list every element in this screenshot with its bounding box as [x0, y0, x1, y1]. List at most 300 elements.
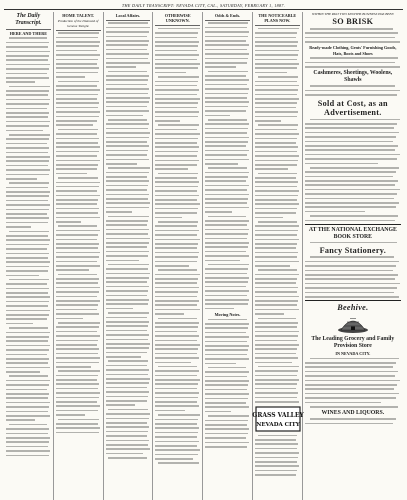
text-line	[106, 413, 150, 415]
text-line	[106, 40, 150, 42]
stamp-line-1: GRASS VALLEY	[252, 411, 304, 419]
text-line	[205, 185, 248, 187]
text-line	[155, 177, 197, 179]
text-line	[56, 313, 99, 315]
text-line	[56, 247, 98, 249]
text-line	[305, 94, 397, 96]
text-line	[255, 199, 297, 201]
text-line	[305, 145, 398, 147]
text-line	[6, 169, 50, 171]
text-line	[106, 154, 147, 156]
column-6	[253, 12, 303, 500]
text-line	[155, 322, 199, 324]
text-line	[205, 299, 249, 301]
text-line	[155, 230, 198, 232]
text-line	[255, 344, 299, 346]
text-line	[6, 283, 47, 285]
text-line	[255, 265, 290, 267]
text-line	[106, 106, 148, 108]
text-line	[205, 327, 248, 329]
text-line	[108, 409, 147, 411]
text-line	[56, 41, 100, 43]
text-line	[205, 255, 248, 257]
text-line	[6, 455, 49, 457]
text-line	[155, 142, 197, 144]
text-line	[6, 397, 48, 399]
text-line	[305, 62, 396, 64]
text-line	[155, 37, 197, 39]
text-line	[106, 400, 147, 402]
section-heading-moving-notes: Moving Notes.	[214, 312, 241, 318]
text-line	[305, 380, 400, 382]
text-line	[6, 195, 49, 197]
text-line	[9, 375, 48, 377]
text-line	[6, 314, 49, 316]
text-line	[106, 334, 149, 336]
text-line	[56, 203, 97, 205]
text-line	[56, 287, 100, 289]
text-line	[6, 160, 49, 162]
text-line	[6, 340, 48, 342]
text-line	[56, 182, 100, 184]
text-line	[255, 181, 298, 183]
text-line	[56, 160, 100, 162]
text-line	[255, 107, 296, 109]
text-line	[6, 411, 48, 413]
text-line	[155, 138, 198, 140]
text-line	[56, 353, 98, 355]
text-line	[158, 414, 200, 416]
text-line	[305, 366, 394, 368]
text-line	[255, 89, 298, 91]
text-line	[205, 145, 246, 147]
section-heading-odds-ends: Odds & Ends.	[214, 13, 241, 18]
text-line	[56, 85, 98, 87]
text-line	[56, 212, 98, 214]
text-line	[106, 49, 147, 51]
text-line	[255, 45, 297, 47]
text-line	[56, 414, 85, 416]
text-line	[305, 371, 398, 373]
text-line	[56, 190, 98, 192]
text-line	[255, 287, 298, 289]
text-line	[255, 133, 299, 135]
text-line	[205, 31, 249, 33]
text-line	[255, 353, 296, 355]
ad-text	[305, 57, 401, 67]
text-line	[205, 295, 247, 297]
text-line	[56, 392, 100, 394]
text-line	[255, 470, 298, 472]
text-line	[155, 357, 199, 359]
text-line	[155, 203, 199, 205]
text-line	[305, 171, 396, 173]
text-line	[106, 189, 147, 191]
text-line	[56, 269, 89, 271]
text-line	[205, 110, 246, 112]
text-line	[6, 288, 49, 290]
text-line	[205, 238, 247, 240]
text-line	[255, 225, 299, 227]
text-line	[6, 147, 49, 149]
text-line	[106, 137, 149, 139]
column-4	[153, 12, 203, 500]
text-line	[155, 186, 198, 188]
text-line	[205, 220, 248, 222]
text-line	[106, 339, 148, 341]
text-line	[56, 326, 99, 328]
text-line	[6, 441, 49, 443]
text-line	[106, 36, 148, 38]
text-line	[6, 226, 31, 228]
text-line	[108, 360, 148, 362]
text-line	[6, 310, 50, 312]
text-line	[255, 340, 297, 342]
text-line	[106, 238, 150, 240]
text-line	[155, 278, 198, 280]
text-line	[258, 28, 299, 30]
text-line	[155, 348, 198, 350]
text-line	[6, 345, 50, 347]
text-line	[305, 41, 400, 43]
text-line	[6, 174, 49, 176]
text-line	[6, 178, 37, 180]
text-line	[258, 318, 297, 320]
text-line	[255, 335, 298, 337]
text-line	[255, 291, 297, 293]
text-line	[106, 378, 150, 380]
text-line	[6, 165, 48, 167]
text-line	[305, 388, 395, 390]
text-line	[158, 124, 199, 126]
text-line	[106, 290, 149, 292]
text-line	[255, 401, 299, 403]
text-line	[305, 423, 394, 425]
text-line	[155, 94, 197, 96]
text-line	[305, 296, 399, 298]
text-line	[255, 85, 299, 87]
section-subheading: Production of the Diamond of Geneva Tonight.	[57, 19, 99, 28]
text-line	[205, 268, 248, 270]
text-line	[6, 46, 48, 48]
text-line	[106, 255, 149, 257]
text-line	[6, 99, 50, 101]
text-line	[158, 28, 200, 30]
text-line	[106, 128, 148, 130]
text-line	[205, 49, 247, 51]
text-line	[106, 453, 143, 455]
text-line	[6, 318, 47, 320]
text-line	[305, 402, 381, 404]
text-line	[155, 427, 199, 429]
text-line	[56, 120, 98, 122]
text-line	[205, 176, 248, 178]
text-line	[106, 418, 149, 420]
text-line	[205, 358, 249, 360]
text-line	[56, 300, 100, 302]
text-line	[155, 383, 198, 385]
text-line	[106, 180, 150, 182]
text-line	[6, 393, 49, 395]
text-line	[6, 296, 50, 298]
text-line	[106, 303, 148, 305]
ad-so-brisk: SO BRISK	[332, 17, 374, 27]
text-line	[305, 202, 399, 204]
text-line	[255, 313, 285, 315]
text-line	[155, 449, 199, 451]
text-line	[155, 116, 198, 118]
text-line	[155, 392, 199, 394]
grass-valley-stamp	[252, 406, 304, 432]
article-text	[155, 28, 200, 464]
text-line	[305, 90, 400, 92]
text-line	[56, 432, 99, 434]
text-line	[106, 233, 148, 235]
text-line	[108, 216, 149, 218]
text-line	[255, 67, 298, 69]
text-line	[56, 107, 98, 109]
text-line	[205, 303, 248, 305]
text-line	[305, 274, 398, 276]
text-line	[6, 125, 49, 127]
text-line	[106, 229, 149, 231]
text-line	[6, 270, 48, 272]
text-line	[106, 325, 149, 327]
text-line	[106, 321, 150, 323]
text-line	[205, 159, 249, 161]
text-line	[305, 132, 399, 134]
text-line	[155, 63, 199, 65]
ad-stock-line: Ready-made Clothing, Gents' Furnishing Goods, Hats, Boots and Shoes	[309, 45, 397, 56]
text-line	[305, 375, 396, 377]
text-line	[155, 208, 198, 210]
text-line	[56, 133, 97, 135]
text-line	[255, 397, 297, 399]
text-line	[56, 138, 99, 140]
ad-top-banner: WITHIN THE PAST TWO MONTHS BUSINESS HAS BEEN	[311, 12, 394, 16]
text-line	[9, 327, 48, 329]
text-line	[255, 217, 283, 219]
text-line	[106, 260, 140, 262]
text-line	[155, 239, 199, 241]
text-line	[310, 119, 400, 121]
column-3	[104, 12, 154, 500]
text-line	[205, 229, 249, 231]
text-line	[56, 366, 91, 368]
text-line	[106, 176, 148, 178]
text-line	[305, 283, 400, 285]
text-line	[255, 322, 298, 324]
text-line	[6, 332, 50, 334]
text-line	[255, 474, 296, 476]
text-line	[9, 134, 50, 136]
text-line	[155, 59, 197, 61]
text-line	[56, 155, 98, 157]
text-line	[255, 186, 297, 188]
text-line	[56, 89, 100, 91]
text-line	[56, 331, 98, 333]
text-line	[305, 362, 396, 364]
text-line	[155, 282, 197, 284]
text-line	[6, 152, 48, 154]
text-line	[6, 94, 48, 96]
text-line	[305, 127, 395, 129]
text-line	[6, 354, 47, 356]
text-line	[9, 37, 48, 39]
text-line	[58, 322, 100, 324]
text-line	[108, 457, 147, 459]
text-line	[106, 431, 149, 433]
text-line	[106, 286, 150, 288]
text-line	[106, 440, 149, 442]
text-line	[255, 388, 296, 390]
ad-text	[305, 358, 401, 408]
text-line	[58, 32, 99, 34]
text-line	[106, 27, 150, 29]
text-line	[155, 274, 199, 276]
text-line	[310, 242, 397, 244]
text-line	[205, 384, 248, 386]
text-line	[106, 365, 147, 367]
text-line	[205, 371, 248, 373]
text-line	[208, 367, 247, 369]
text-line	[56, 54, 100, 56]
text-line	[305, 136, 396, 138]
text-line	[56, 173, 87, 175]
text-line	[255, 32, 298, 34]
text-line	[6, 402, 50, 404]
text-line	[155, 375, 197, 377]
ad-text	[305, 85, 401, 95]
text-line	[6, 380, 50, 382]
text-line	[155, 256, 198, 258]
text-line	[155, 309, 199, 311]
text-line	[205, 428, 249, 430]
text-line	[155, 313, 183, 315]
text-line	[205, 53, 249, 55]
text-line	[255, 465, 299, 467]
text-line	[155, 247, 197, 249]
text-line	[56, 401, 98, 403]
text-line	[6, 261, 50, 263]
text-line	[56, 318, 83, 320]
text-line	[205, 233, 248, 235]
ad-nevada-city: IN NEVADA CITY.	[335, 351, 371, 357]
text-line	[208, 22, 248, 24]
text-line	[255, 81, 297, 83]
text-line	[310, 418, 396, 420]
text-line	[6, 305, 48, 307]
text-line	[106, 202, 150, 204]
text-line	[56, 427, 100, 429]
text-line	[255, 168, 289, 170]
text-line	[56, 344, 97, 346]
text-line	[205, 84, 247, 86]
text-line	[6, 222, 48, 224]
text-line	[205, 323, 249, 325]
text-line	[205, 88, 249, 90]
text-line	[155, 41, 199, 43]
text-line	[155, 252, 199, 254]
text-line	[106, 382, 149, 384]
text-line	[155, 423, 197, 425]
text-line	[106, 88, 149, 90]
text-line	[6, 336, 49, 338]
text-line	[155, 243, 198, 245]
text-line	[106, 194, 149, 196]
ad-wines-liquors: WINES AND LIQUORS.	[321, 410, 385, 417]
text-line	[155, 405, 198, 407]
text-line	[9, 231, 49, 233]
text-line	[56, 76, 86, 78]
text-line	[56, 348, 99, 350]
text-line	[158, 173, 198, 175]
article-text	[205, 319, 250, 448]
ad-text	[305, 119, 401, 222]
text-line	[305, 198, 395, 200]
text-line	[155, 85, 196, 87]
text-line	[310, 28, 393, 30]
text-line	[205, 420, 248, 422]
text-line	[56, 98, 97, 100]
text-line	[205, 402, 246, 404]
ad-national-exchange: AT THE NATIONAL EXCHANGE BOOK STORE	[308, 226, 397, 240]
text-line	[6, 121, 50, 123]
text-line	[56, 410, 99, 412]
text-line	[205, 180, 246, 182]
text-line	[205, 349, 248, 351]
text-line	[6, 112, 49, 114]
text-line	[6, 419, 35, 421]
text-line	[6, 156, 50, 158]
text-line	[310, 85, 395, 87]
text-line	[205, 345, 249, 347]
text-line	[305, 193, 397, 195]
text-line	[155, 146, 199, 148]
text-line	[108, 167, 150, 169]
text-line	[255, 239, 299, 241]
text-line	[310, 256, 394, 258]
text-line	[205, 189, 247, 191]
text-line	[155, 160, 198, 162]
text-line	[155, 164, 197, 166]
text-line	[106, 352, 148, 354]
text-line	[305, 393, 399, 395]
text-line	[155, 181, 199, 183]
text-line	[106, 422, 148, 424]
text-line	[205, 62, 247, 64]
text-line	[6, 257, 48, 259]
text-line	[6, 42, 49, 44]
text-line	[56, 362, 99, 364]
text-line	[255, 247, 296, 249]
text-line	[155, 225, 196, 227]
text-line	[305, 220, 396, 222]
ad-leading-grocery: The Leading Grocery and Family Provision Store	[311, 336, 395, 350]
text-line	[255, 392, 298, 394]
text-line	[6, 108, 47, 110]
text-line	[205, 437, 246, 439]
text-line	[56, 296, 98, 298]
text-line	[106, 185, 149, 187]
text-line	[106, 79, 149, 81]
text-line	[205, 36, 248, 38]
text-line	[255, 41, 298, 43]
text-line	[6, 428, 49, 430]
paper-title: The Daily Transcript.	[15, 13, 42, 26]
text-line	[310, 406, 398, 408]
text-line	[155, 54, 198, 56]
